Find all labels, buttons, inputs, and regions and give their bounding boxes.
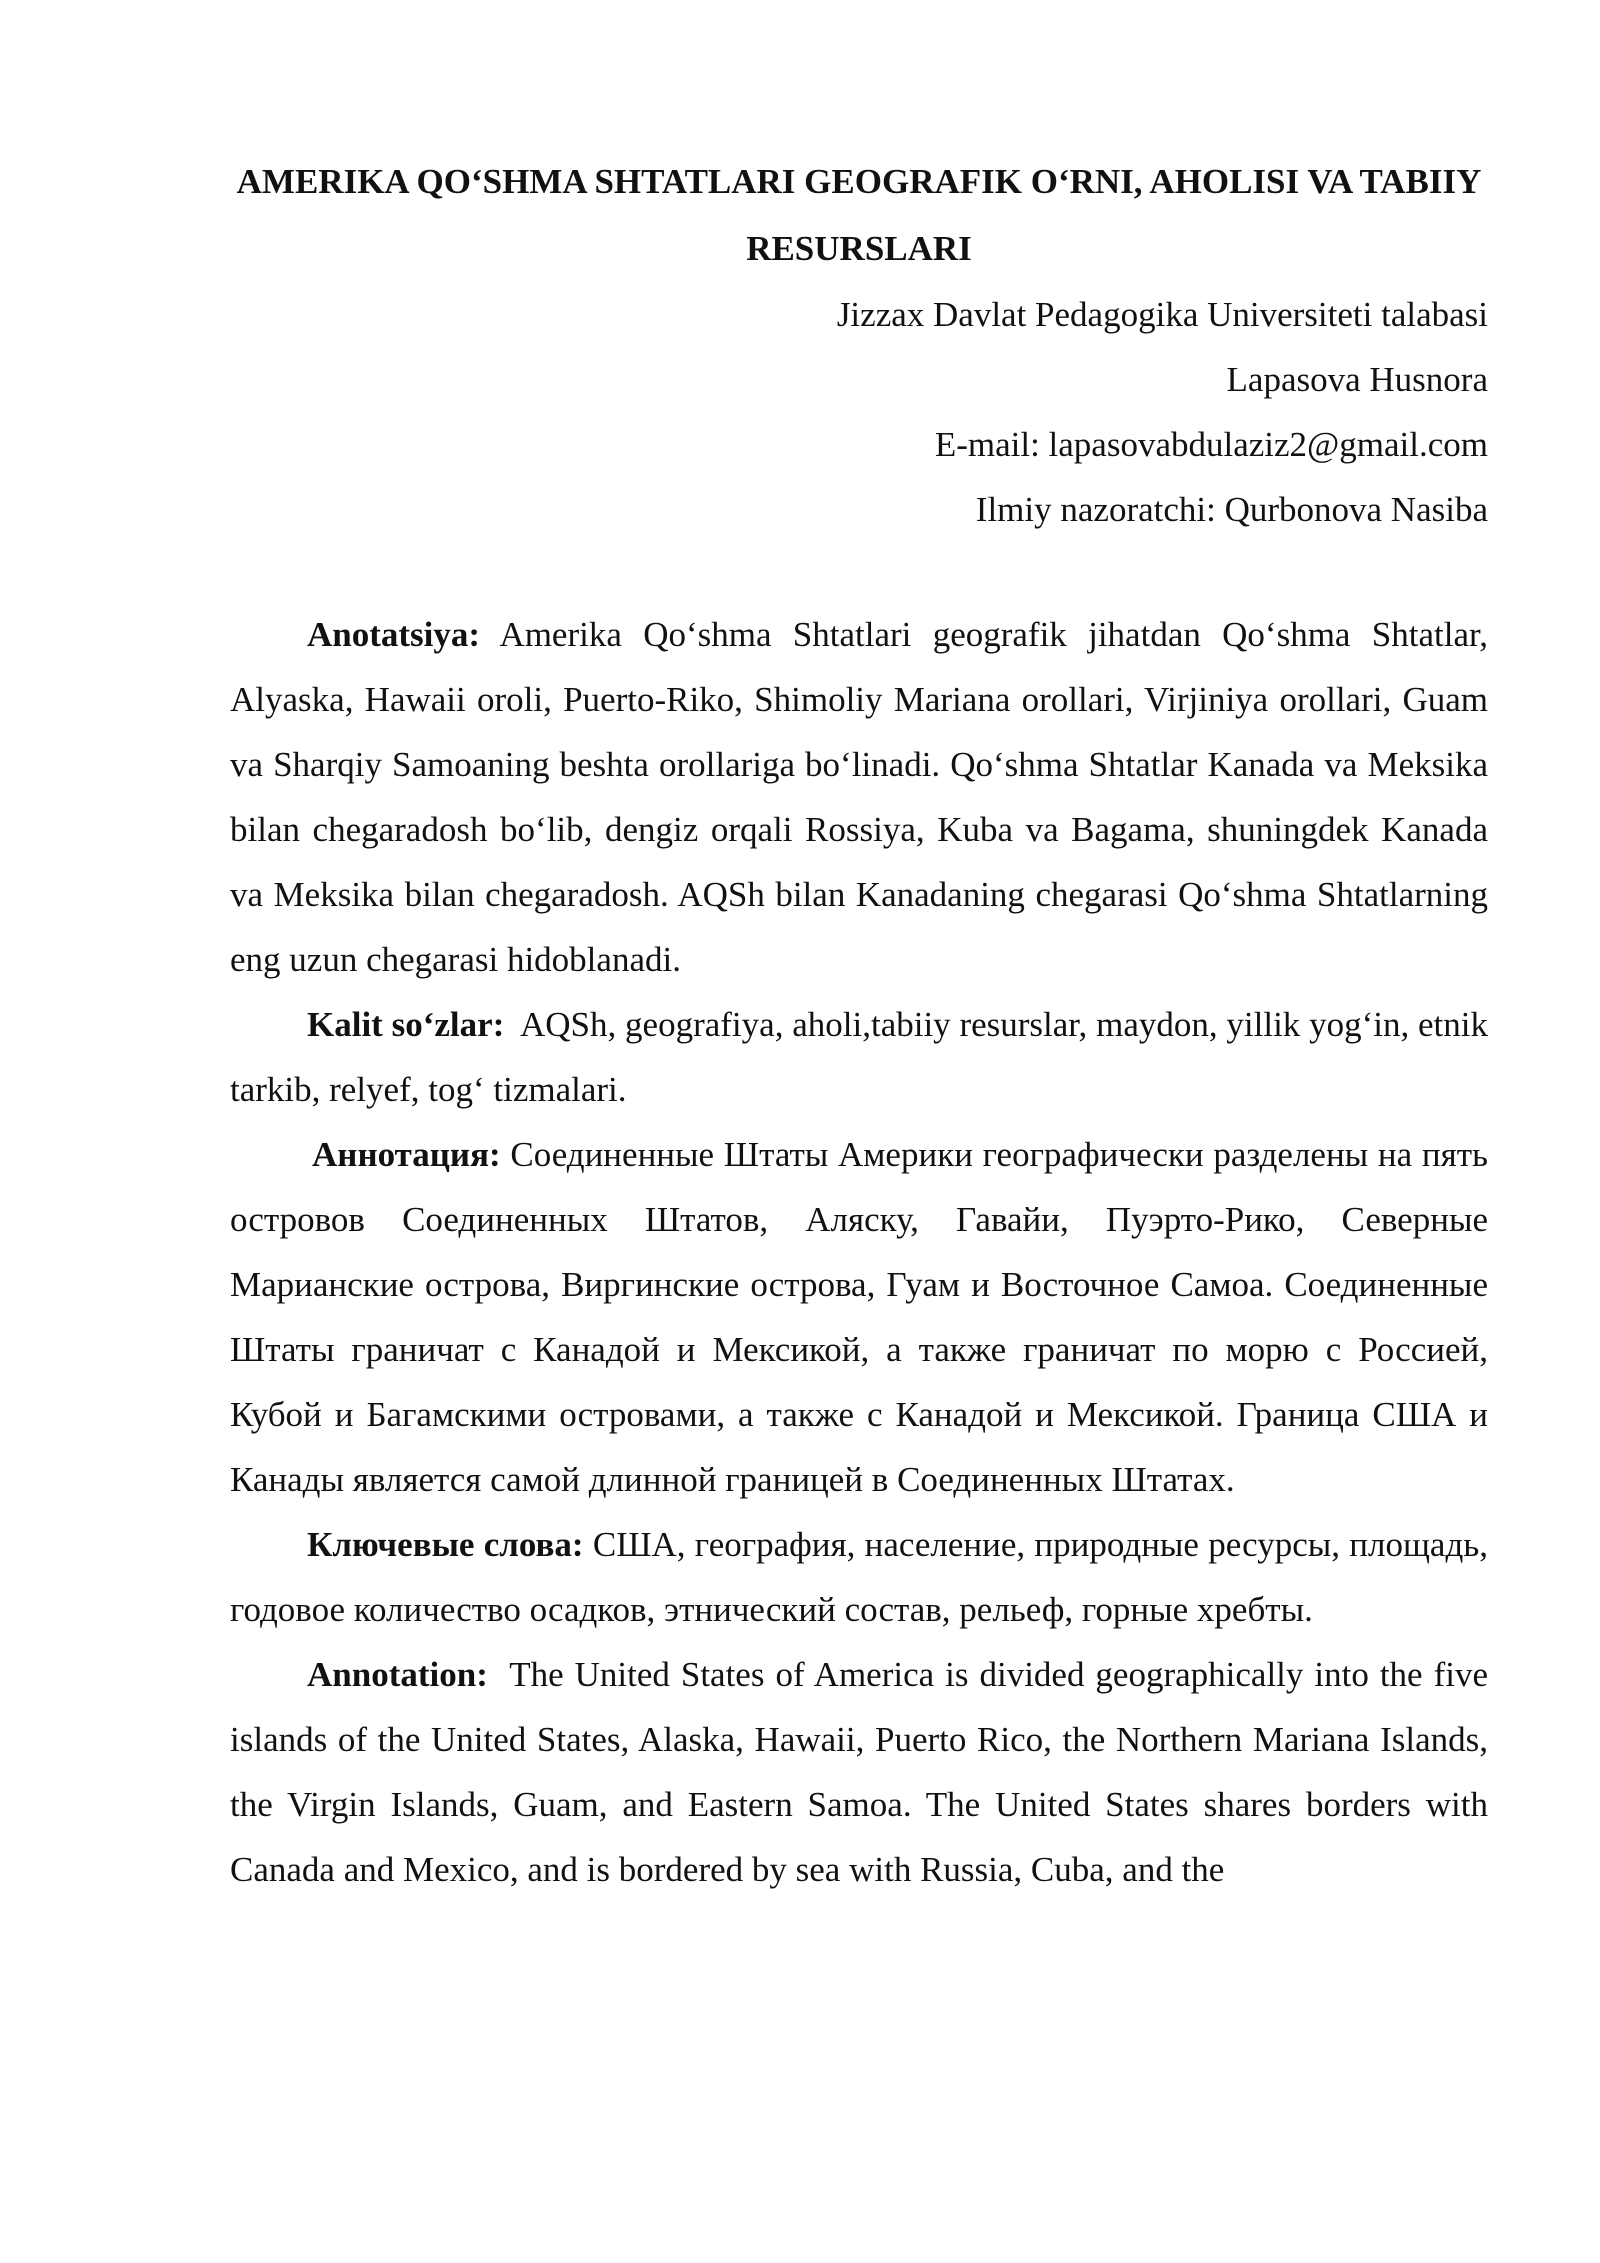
keywords-ru-label: Ключевые слова: [307,1525,584,1564]
abstract-en-text: The United States of America is divided geographically into the five islands of the United States, Alaska, Hawaii, Puerto Rico, the Northern Mariana Islands, the Virgin Islands, Guam, and Eastern Samoa. The United States shares borders with Canada and Mexico, and is bordered by sea with Russia, Cuba, and the [230,1655,1497,1889]
keywords-ru-text: США, география, население, природные ресурсы, площадь, годовое количество осадков, этнический состав, рельеф, горные хребты. [230,1525,1488,1629]
abstract-uz-label: Anotatsiya: [307,615,481,654]
abstract-uz-text: Amerika Qo‘shma Shtatlari geografik jihatdan Qo‘shma Shtatlar, Alyaska, Hawaii oroli, Puerto-Riko, Shimoliy Mariana orollari, Virjiniya orollari, Guam va Sharqiy Samoaning beshta orollariga bo‘linadi. Qo‘shma Shtatlar Kanada va Meksika bilan chegaradosh bo‘lib, dengiz orqali Rossiya, Kuba va Bagama, shuningdek Kanada va Meksika bilan chegaradosh. AQSh bilan Kanadaning chegarasi Qo‘shma Shtatlarning eng uzun chegarasi hidoblanadi. [230,615,1488,979]
keywords-uz [230,992,1497,1122]
abstract-uz [230,602,1488,992]
author-block [230,282,1488,542]
abstract-ru [230,1122,1488,1512]
author-name: Lapasova Husnora [1226,360,1488,399]
keywords-uz-text: AQSh, geografiya, aholi,tabiiy resurslar, maydon, yillik yog‘in, etnik tarkib, relyef, tog‘ tizmalari. [230,1005,1497,1109]
abstract-ru-text: Соединенные Штаты Америки географически разделены на пять островов Соединенных Штатов, Аляску, Гавайи, Пуэрто-Рико, Северные Марианские острова, Виргинские острова, Гуам и Восточное Самоа. Соединенные Штаты граничат с Канадой и Мексикой, а также граничат по морю с Россией, Кубой и Багамскими островами, а также с Канадой и Мексикой. Граница США и Канады является самой длинной границей в Соединенных Штатах. [230,1135,1488,1499]
abstract-en-label: Annotation: [307,1655,488,1694]
author-supervisor: Ilmiy nazoratchi: Qurbonova Nasiba [975,490,1488,529]
page-content [230,148,1497,1902]
paper-title: AMERIKA QO‘SHMA SHTATLARI GEOGRAFIK O‘RNI, AHOLISI VA TABIIY RESURSLARI [236,162,1482,268]
keywords-ru [230,1512,1488,1642]
abstract-ru-label: Аннотация: [312,1135,501,1174]
keywords-uz-label: Kalit so‘zlar: [307,1005,505,1044]
abstract-en [230,1642,1497,1902]
author-affiliation: Jizzax Davlat Pedagogika Universiteti talabasi [836,295,1488,334]
section-spacer [230,542,1488,602]
author-email: E-mail: lapasovabdulaziz2@gmail.com [934,425,1488,464]
